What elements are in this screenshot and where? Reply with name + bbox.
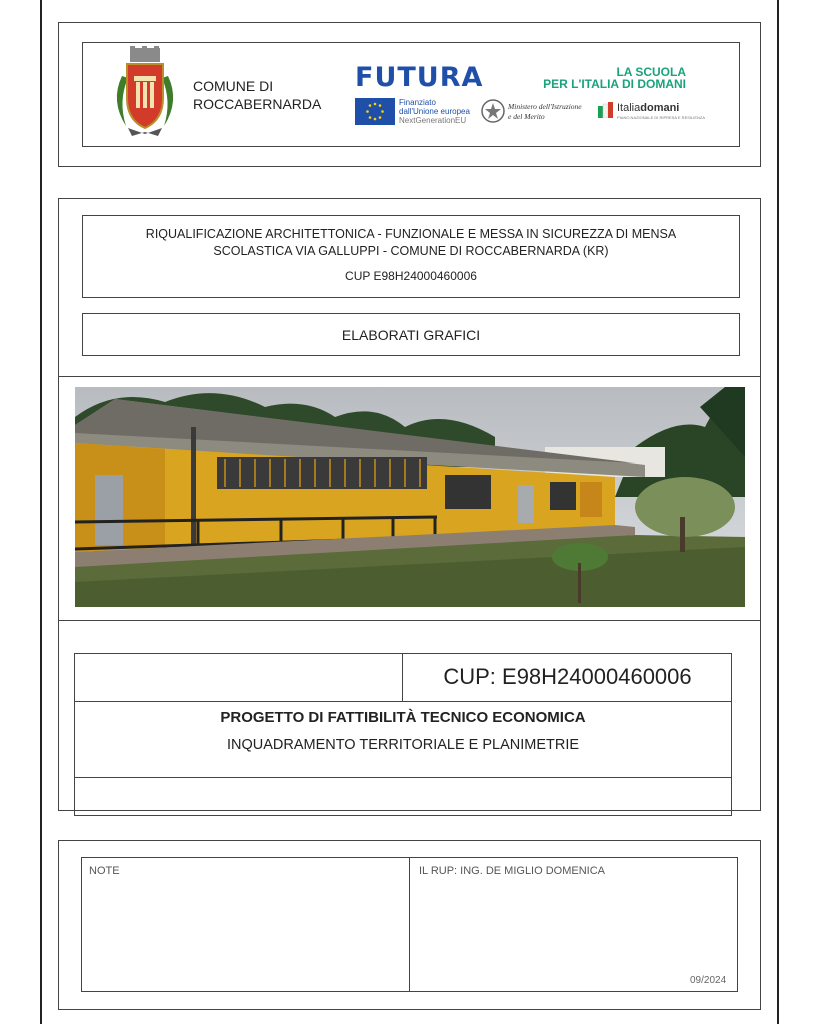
repubblica-emblem-icon — [481, 98, 505, 124]
eu-line3: NextGenerationEU — [399, 116, 467, 125]
futura-logo-text: FUTURA — [355, 62, 484, 93]
note-label: NOTE — [89, 865, 120, 877]
eu-flag-icon — [355, 98, 395, 125]
italia-domani-subtext: PIANO NAZIONALE DI RIPRESA E RESILIENZA — [617, 115, 706, 120]
scuola-line1: LA SCUOLA — [616, 65, 686, 79]
eu-line1: Finanziato — [399, 98, 436, 107]
ministero-text — [508, 102, 582, 122]
elaborati-box — [82, 313, 740, 356]
project-cup: CUP E98H24000460006 — [345, 269, 477, 283]
photo-bottom-divider — [58, 620, 761, 621]
comune-name — [193, 77, 321, 113]
page-right-edge — [777, 0, 779, 1024]
eu-funding-text — [399, 98, 470, 125]
project-phase-title: PROGETTO DI FATTIBILITÀ TECNICO ECONOMICA — [220, 709, 586, 726]
ministero-line2: e del Merito — [508, 112, 545, 121]
project-title-line1: RIQUALIFICAZIONE ARCHITETTONICA - FUNZIONALE E MESSA IN SICUREZZA DI MENSA — [145, 227, 677, 241]
rup-label: IL RUP: ING. DE MIGLIO DOMENICA — [419, 865, 606, 877]
building-photo — [75, 387, 745, 607]
page-left-edge — [40, 0, 42, 1024]
footer-divider — [409, 857, 410, 992]
elaborati-label: ELABORATI GRAFICI — [341, 327, 481, 343]
eu-line2: dall'Unione europea — [399, 107, 470, 116]
italia-domani-flag-icon — [598, 102, 614, 118]
cup-table-hdivider — [74, 701, 732, 702]
document-date: 09/2024 — [690, 975, 727, 986]
comune-crest-icon — [108, 46, 182, 138]
comune-line1: COMUNE DI — [193, 78, 274, 94]
project-title-box — [82, 215, 740, 298]
scuola-slogan — [514, 66, 686, 90]
photo-top-divider — [58, 376, 761, 377]
comune-line2: ROCCABERNARDA — [193, 96, 322, 112]
ministero-line1: Ministero dell'Istruzione — [508, 102, 582, 111]
italia-bold: domani — [640, 102, 680, 114]
project-title-line2: SCOLASTICA VIA GALLUPPI - COMUNE DI ROCCABERNARDA (KR) — [213, 244, 609, 258]
italia-prefix: Italia — [617, 102, 641, 114]
drawing-subject: INQUADRAMENTO TERRITORIALE E PLANIMETRIE — [226, 737, 580, 753]
italia-domani-logo-text — [617, 102, 679, 114]
cup-code: CUP: E98H24000460006 — [443, 664, 692, 689]
cup-table-empty-row — [74, 778, 732, 816]
scuola-line2: PER L'ITALIA DI DOMANI — [543, 77, 686, 91]
